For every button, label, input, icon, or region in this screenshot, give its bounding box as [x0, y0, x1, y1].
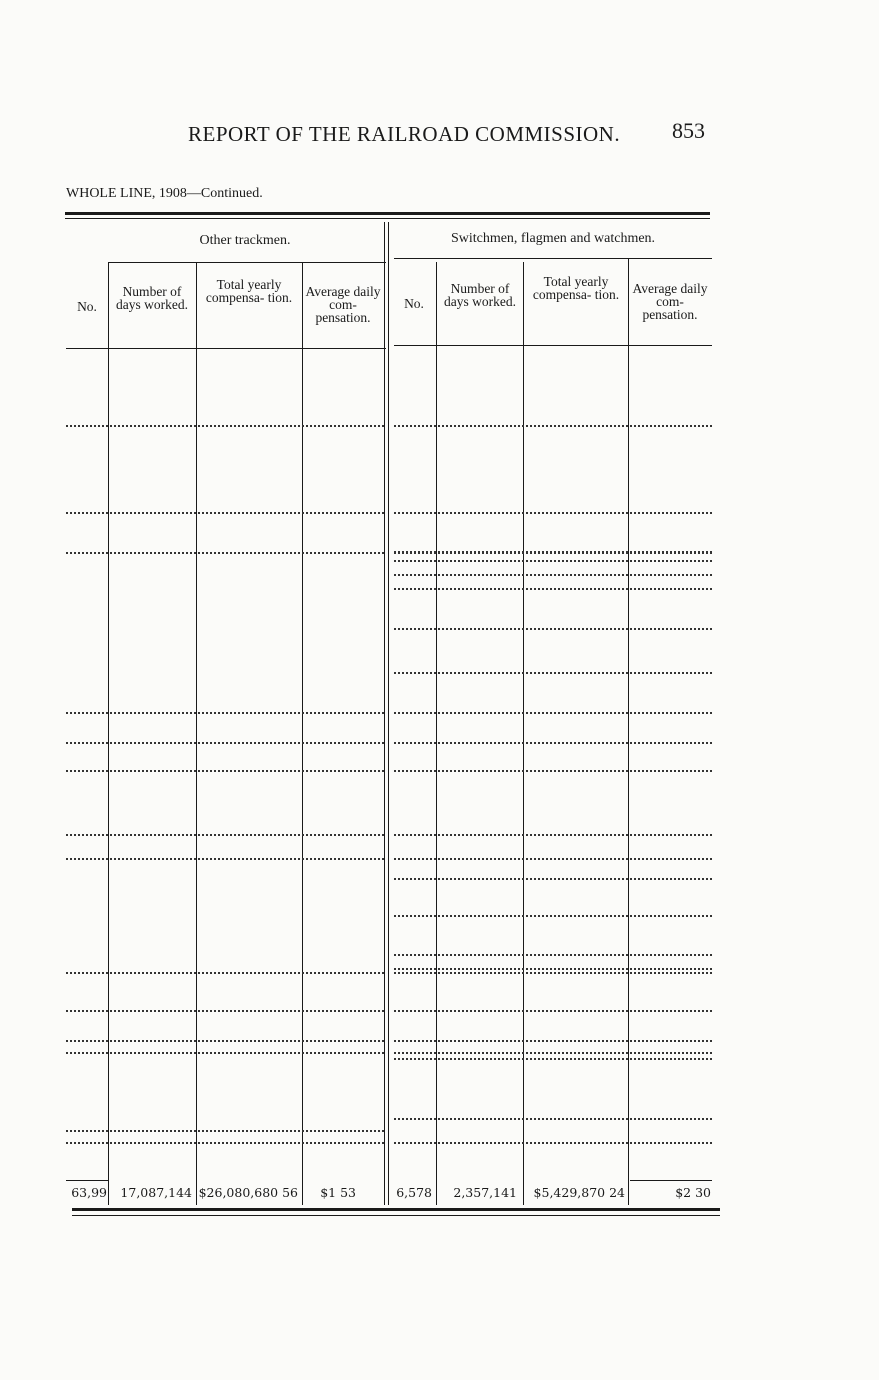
totals-average: $2 30: [675, 1185, 711, 1200]
dotted-leader-line: [394, 1040, 712, 1042]
totals-rule: [630, 1180, 712, 1181]
group-separator-rule: [388, 222, 389, 1205]
page-title: REPORT OF THE RAILROAD COMMISSION.: [188, 122, 621, 146]
col-rule: [436, 262, 437, 1205]
totals-compensation: $5,429,870 24: [533, 1185, 625, 1200]
header-bottom-rule-left: [66, 348, 386, 349]
column-header-total-compensation: Total yearly compensa- tion.: [532, 274, 620, 302]
dotted-leader-line: [394, 1052, 712, 1054]
totals-average: $1 53: [320, 1185, 356, 1200]
group-header-switchmen: Switchmen, flagmen and watchmen.: [450, 231, 656, 246]
dotted-leader-line: [394, 574, 712, 576]
dotted-leader-line: [394, 551, 712, 553]
header-bottom-rule-right: [394, 345, 712, 346]
column-header-no: No.: [77, 299, 97, 314]
bottom-rule-thick: [72, 1208, 720, 1211]
table-subtitle: WHOLE LINE, 1908—Continued.: [66, 186, 263, 201]
dotted-leader-line: [394, 712, 712, 714]
dotted-leader-line: [66, 1010, 384, 1012]
page-number: 853: [672, 118, 705, 143]
dotted-leader-line: [394, 425, 712, 427]
dotted-leader-line: [394, 968, 712, 970]
totals-compensation: $26,080,680 56: [198, 1185, 298, 1200]
dotted-leader-line: [394, 972, 712, 974]
dotted-leader-line: [394, 834, 712, 836]
col-rule: [196, 262, 197, 1205]
dotted-leader-line: [394, 915, 712, 917]
col-rule: [523, 262, 524, 1205]
dotted-leader-line: [394, 512, 712, 514]
dotted-leader-line: [394, 1010, 712, 1012]
column-header-no: No.: [404, 296, 424, 311]
column-header-total-compensation: Total yearly compensa- tion.: [205, 277, 293, 305]
dotted-leader-line: [66, 972, 384, 974]
column-header-days-worked: Number of days worked.: [116, 284, 188, 312]
dotted-leader-line: [66, 425, 384, 427]
dotted-leader-line: [394, 628, 712, 630]
dotted-leader-line: [394, 858, 712, 860]
dotted-leader-line: [66, 1130, 384, 1132]
bottom-rule-thin: [72, 1215, 720, 1216]
col-rule: [628, 258, 629, 1205]
dotted-leader-line: [66, 858, 384, 860]
group-rule-left: [108, 262, 386, 263]
dotted-leader-line: [66, 712, 384, 714]
dotted-leader-line: [394, 588, 712, 590]
dotted-leader-line: [66, 770, 384, 772]
dotted-leader-line: [394, 878, 712, 880]
totals-no: 63,99: [71, 1185, 107, 1200]
dotted-leader-line: [394, 672, 712, 674]
dotted-leader-line: [394, 1142, 712, 1144]
column-header-days-worked: Number of days worked.: [444, 281, 516, 309]
col-rule: [108, 262, 109, 1205]
group-header-other-trackmen: Other trackmen.: [199, 233, 291, 248]
column-header-average-daily: Average daily com- pensation.: [632, 281, 708, 322]
dotted-leader-line: [394, 742, 712, 744]
totals-days: 2,357,141: [453, 1185, 517, 1200]
dotted-leader-line: [394, 770, 712, 772]
dotted-leader-line: [394, 1058, 712, 1060]
group-separator-rule: [384, 222, 385, 1205]
totals-rule: [66, 1180, 108, 1181]
dotted-leader-line: [66, 834, 384, 836]
dotted-leader-line: [66, 1142, 384, 1144]
top-rule-thin: [65, 218, 710, 219]
dotted-leader-line: [394, 1118, 712, 1120]
dotted-leader-line: [66, 512, 384, 514]
col-rule: [302, 262, 303, 1205]
column-header-average-daily: Average daily com- pensation.: [305, 284, 381, 325]
totals-days: 17,087,144: [120, 1185, 192, 1200]
dotted-leader-line: [66, 552, 384, 554]
top-rule-thick: [65, 212, 710, 215]
dotted-leader-line: [66, 1040, 384, 1042]
group-rule-right: [394, 258, 712, 259]
totals-no: 6,578: [396, 1185, 432, 1200]
dotted-leader-line: [394, 954, 712, 956]
dotted-leader-line: [66, 742, 384, 744]
dotted-leader-line: [394, 560, 712, 562]
dotted-leader-line: [66, 1052, 384, 1054]
